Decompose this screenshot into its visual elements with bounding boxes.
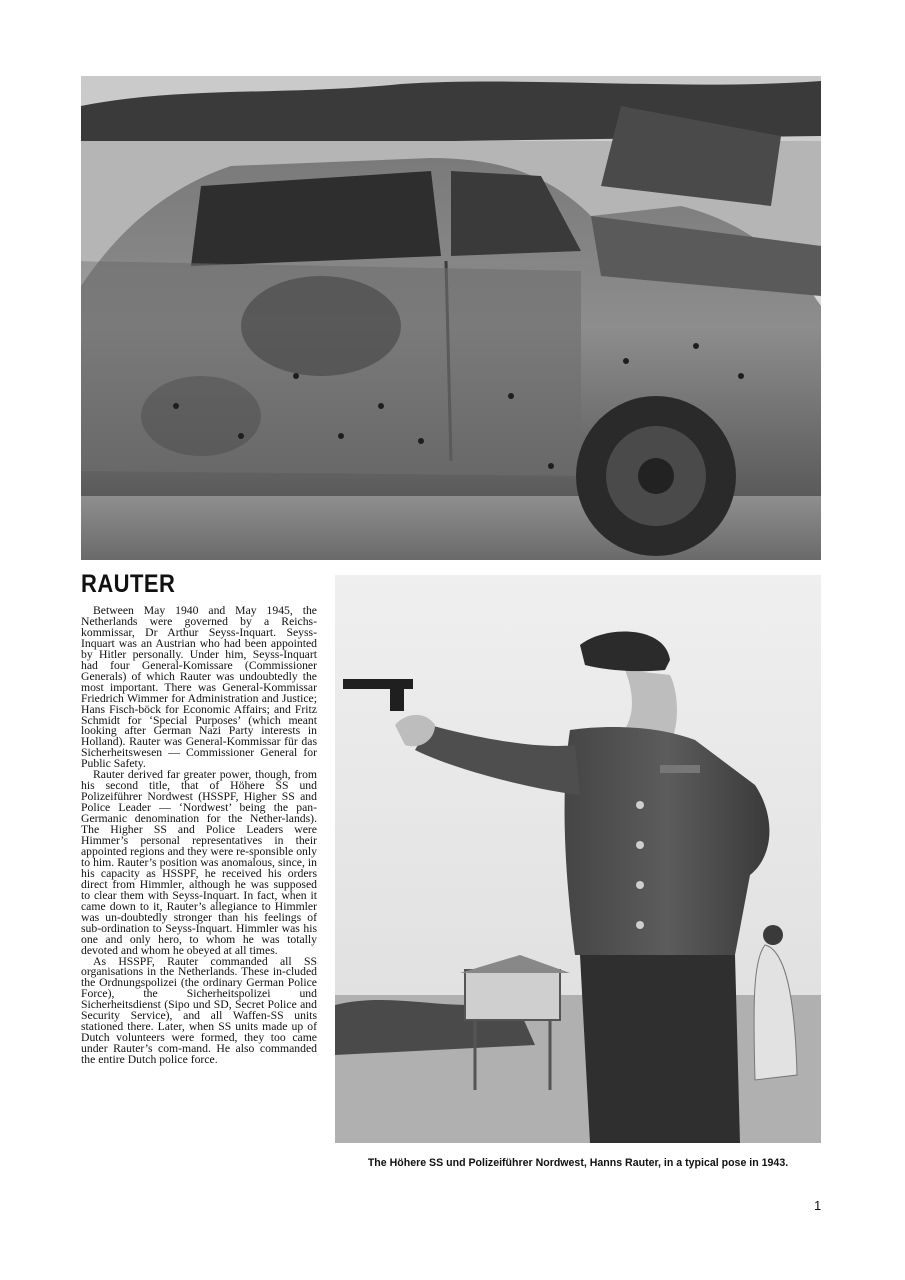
article-heading: RAUTER — [81, 570, 176, 598]
photo-caption: The Höhere SS und Polizeiführer Nordwest, Hanns Rauter, in a typical pose in 1943. — [367, 1157, 789, 1169]
body-paragraph: As HSSPF, Rauter commanded all SS organisations in the Netherlands. These in-cluded the Ordnungspolizei (the ordinary German Police Force), the Sicherheitspolizei und Sicherheitsdienst (Sipo und SD, Secret Police and Security Service), and all Waffen-SS units stationed there. Later, when SS units made up of Dutch volunteers were formed, they too came under Rauter’s com-mand. He also commanded the entire Dutch police force. — [81, 954, 317, 1067]
body-paragraph: Rauter derived far greater power, though, from his second title, that of Höhere SS und Polizeiführer Nordwest (HSSPF, Higher SS and Police Leader — ‘Nordwest’ being the pan-Germanic denomination for the Nether-lands). The Higher SS and Police Leaders were Himmer’s personal representatives in their appointed regions and they were re-sponsible only to him. Rauter’s position was anomalous, since, in his capacity as HSSPF, he received his orders direct from Himmler, although he was supposed to clear them with Seyss-Inquart. In fact, when it came down to it, Rauter’s allegiance to Himmler was un-doubtedly stronger than his feelings of sub-ordination to Seyss-Inquart. Himmler was his one and only hero, to whom he was totally devoted and whom he obeyed at all times. — [81, 768, 317, 957]
car-photo — [81, 76, 821, 560]
body-paragraph: Between May 1940 and May 1945, the Netherlands were governed by a Reichs-kommissar, Dr Arthur Seyss-Inquart. Seyss-Inquart was an Austrian who had been appointed by Hitler personally. Under him, Seyss-Inquart had four General-Komissare (Commissioner Generals) of which Rauter was undoubtedly the most important. There was General-Kommissar Friedrich Wimmer for Administration and Justice; Hans Fisch-böck for Economic Affairs; and Fritz Schmidt for ‘Special Purposes’ (which meant looking after German Nazi Party interests in Holland). Rauter was General-Kommissar für das Sicherheitswesen — Commissioner General for Public Safety. — [81, 604, 317, 771]
officer-photo — [335, 575, 821, 1143]
article-body — [81, 606, 317, 1066]
page-number: 1 — [814, 1198, 822, 1213]
